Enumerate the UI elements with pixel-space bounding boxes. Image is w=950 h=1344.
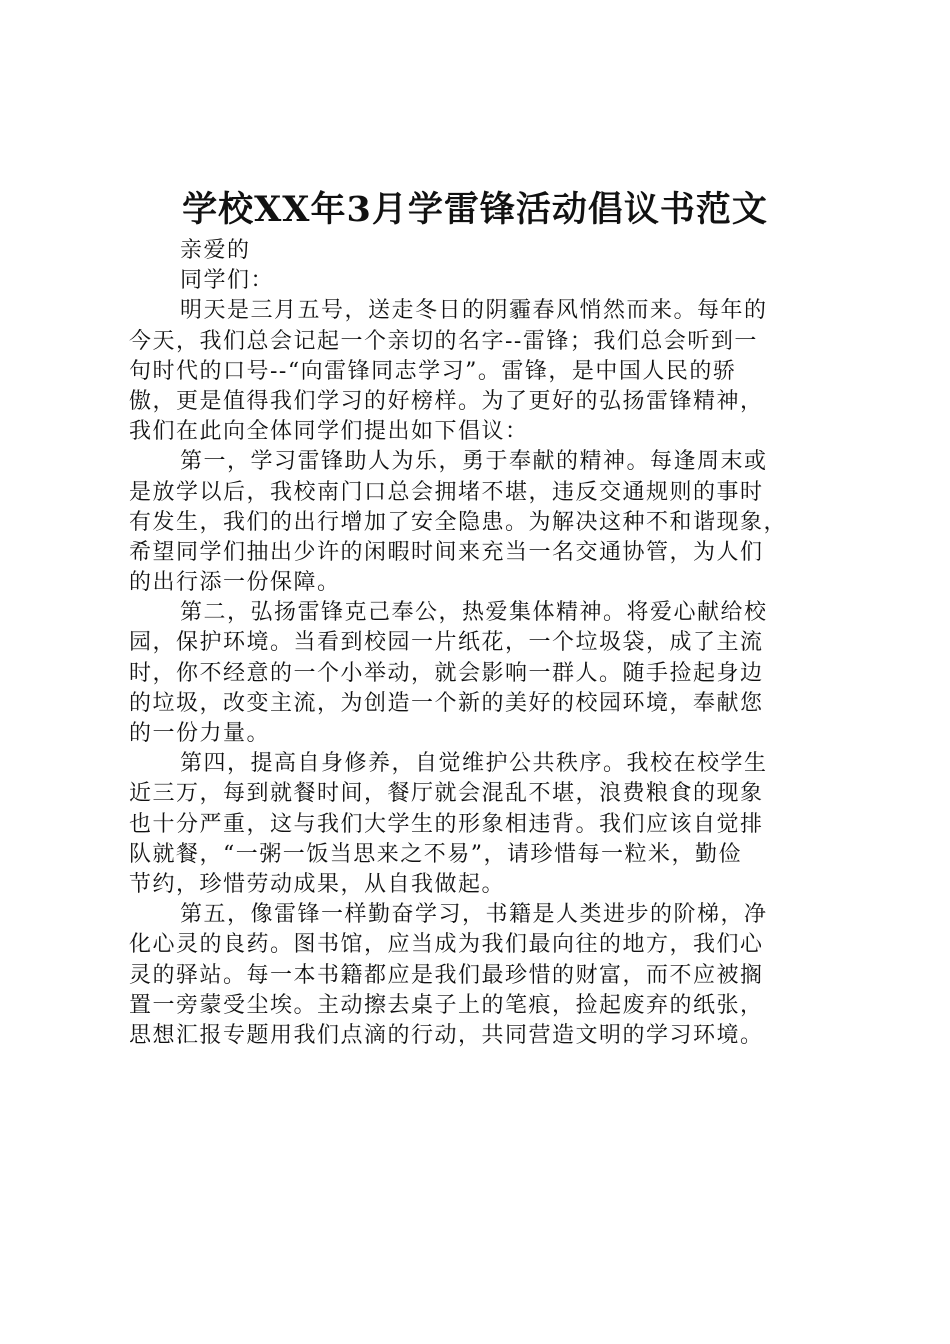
paragraph-line: 思想汇报专题用我们点滴的行动，共同营造文明的学习环境。 [129, 1022, 764, 1048]
paragraph-line: 第五，像雷锋一样勤奋学习，书籍是人类进步的阶梯，净 [180, 902, 768, 928]
paragraph-line: 时，你不经意的一个小举动，就会影响一群人。随手捡起身边 [129, 660, 764, 686]
greeting-line: 亲爱的 [180, 238, 251, 263]
paragraph-line: 第一，学习雷锋助人为乐，勇于奉献的精神。每逢周末或 [180, 449, 768, 475]
paragraph-intro [129, 296, 835, 447]
paragraph-line: 的垃圾，改变主流，为创造一个新的美好的校园环境，奉献您 [129, 690, 764, 716]
document-title: 学校XX年3月学雷锋活动倡议书范文 [182, 189, 768, 230]
paragraph-line: 句时代的口号--“向雷锋同志学习”。雷锋，是中国人民的骄 [129, 358, 737, 384]
paragraph-line: 第二，弘扬雷锋克己奉公，热爱集体精神。将爱心献给校 [180, 600, 768, 626]
paragraph-line: 园，保护环境。当看到校园一片纸花，一个垃圾袋，成了主流 [129, 630, 764, 656]
paragraph-line: 置一旁蒙受尘埃。主动擦去桌子上的笔痕，捡起废弃的纸张， [129, 992, 764, 1018]
paragraph-line: 队就餐，“一粥一饭当思来之不易”，请珍惜每一粒米，勤俭 [129, 841, 742, 867]
paragraph-first-proposal [129, 447, 835, 598]
paragraph-line: 近三万，每到就餐时间，餐厅就会混乱不堪，浪费粮食的现象 [129, 781, 764, 807]
paragraph-second-proposal [129, 598, 835, 749]
paragraph-line: 有发生，我们的出行增加了安全隐患。为解决这种不和谐现象， [129, 509, 788, 535]
paragraph-line: 的一份力量。 [129, 721, 271, 746]
paragraph-line: 化心灵的良药。图书馆，应当成为我们最向往的地方，我们心 [129, 932, 764, 958]
paragraph-line: 明天是三月五号，送走冬日的阴霾春风悄然而来。每年的 [180, 298, 768, 324]
paragraph-fourth-proposal [129, 749, 835, 900]
paragraph-line: 的出行添一份保障。 [129, 570, 341, 596]
paragraph-line: 傲，更是值得我们学习的好榜样。为了更好的弘扬雷锋精神， [129, 388, 764, 414]
paragraph-fifth-proposal [129, 900, 835, 1051]
document-body [129, 236, 835, 1051]
paragraph-line: 也十分严重，这与我们大学生的形象相违背。我们应该自觉排 [129, 811, 764, 837]
paragraph-line: 今天，我们总会记起一个亲切的名字--雷锋；我们总会听到一 [129, 328, 758, 354]
paragraph-line: 第四，提高自身修养，自觉维护公共秩序。我校在校学生 [180, 751, 768, 777]
paragraph-line: 节约，珍惜劳动成果，从自我做起。 [129, 871, 506, 897]
paragraph-line: 是放学以后，我校南门口总会拥堵不堪，违反交通规则的事时 [129, 479, 764, 505]
greeting-line: 同学们： [180, 268, 275, 294]
paragraph-line: 灵的驿站。每一本书籍都应是我们最珍惜的财富，而不应被搁 [129, 962, 764, 988]
paragraph-line: 我们在此向全体同学们提出如下倡议： [129, 419, 529, 445]
paragraph-line: 希望同学们抽出少许的闲暇时间来充当一名交通协管，为人们 [129, 539, 764, 565]
